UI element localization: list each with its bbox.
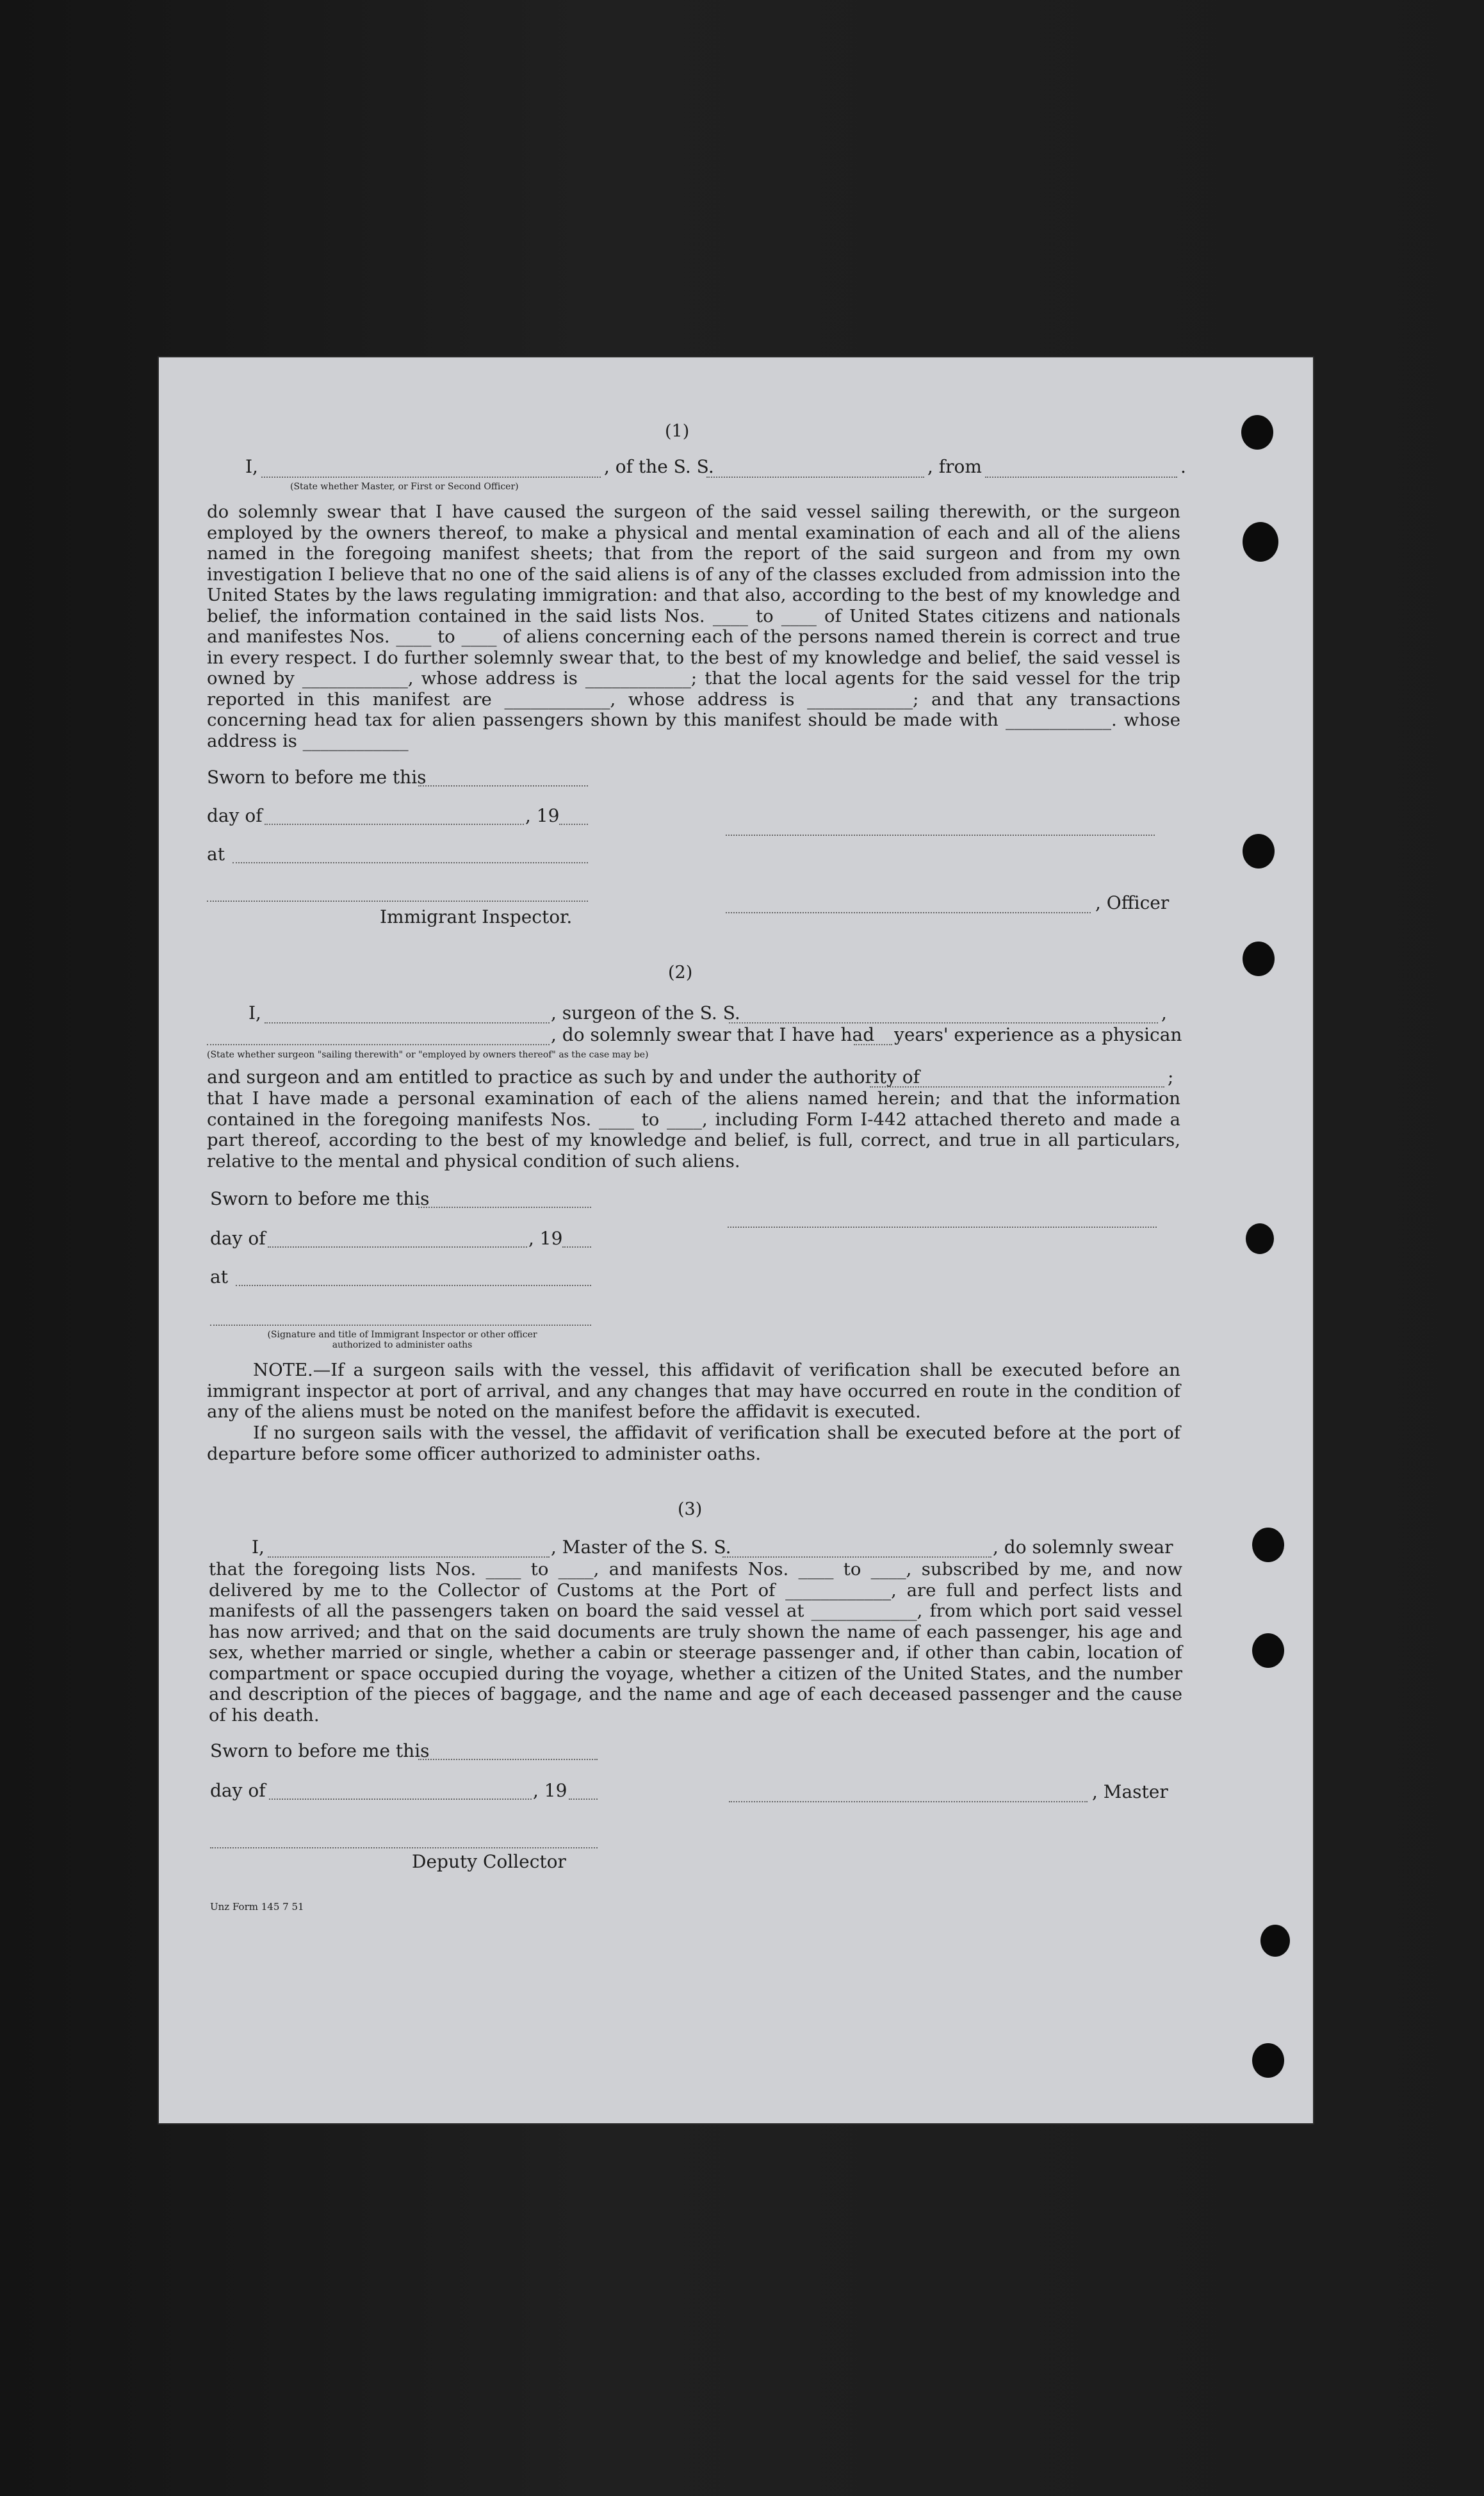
s3-body: that the foregoing lists Nos. ____ to ____, and manifests Nos. ____ to ____, subscribed by me, and now delivered by me to the Collector of Customs at the Port of ____________, are full and perfect lists and manifests of all the passengers taken on board the said vessel at ____________, from which port said vessel has now arrived; and that on the said documents are truly shown the name of each passenger, his age and sex, whether married or single, whether a cabin or steerage passenger and, if other than cabin, location of compartment or space occupied during the voyage, whether a citizen of the United States, and the number and description of the pieces of baggage, and the name and age of each deceased passenger and the cause of his death. [209, 1559, 1182, 1725]
master-field[interactable] [268, 1556, 550, 1558]
s3-day-field[interactable] [269, 1799, 532, 1800]
s1-signature-line[interactable] [726, 835, 1155, 836]
s2-year-field[interactable] [562, 1246, 591, 1248]
s2-inspector-caption: (Signature and title of Immigrant Inspector or other officer authorized to administer oaths [267, 1330, 537, 1350]
s3-year: , 19 [533, 1780, 567, 1801]
s1-year-field[interactable] [559, 824, 588, 825]
s1-sworn-field[interactable] [418, 785, 588, 787]
s1-sworn: Sworn to before me this [207, 767, 427, 788]
s1-at-field[interactable] [232, 862, 588, 863]
s2-i: I, [249, 1002, 261, 1024]
section-3-number: (3) [678, 1499, 703, 1519]
s2-vessel-field[interactable] [729, 1022, 1158, 1024]
s3-master-label: , Master [1092, 1781, 1168, 1802]
s3-collector-line[interactable] [210, 1847, 598, 1848]
surgeon-field[interactable] [265, 1022, 550, 1024]
binder-hole [1243, 522, 1278, 562]
s2-inspector-line[interactable] [210, 1325, 591, 1326]
s3-swear: , do solemnly swear [993, 1537, 1173, 1558]
s1-day-of: day of [207, 805, 263, 826]
binder-hole [1243, 834, 1275, 869]
years-field[interactable] [854, 1044, 892, 1045]
s1-inspector-label: Immigrant Inspector. [380, 906, 573, 927]
vessel-name-field[interactable] [706, 477, 924, 478]
s2-sworn-field[interactable] [418, 1207, 591, 1208]
surgeon-capacity-field[interactable] [207, 1044, 550, 1045]
s2-authority: and surgeon and am entitled to practice as such by and under the authority of [207, 1066, 920, 1088]
s2-note2: If no surgeon sails with the vessel, the affidavit of verification shall be executed before at the port of departure before some officer authorized to administer oaths. [207, 1423, 1180, 1464]
binder-hole [1241, 415, 1273, 450]
officer-field[interactable] [261, 477, 601, 478]
s1-officer-line[interactable] [726, 912, 1091, 913]
from-port-field[interactable] [985, 477, 1177, 478]
section-2-number: (2) [668, 963, 693, 983]
s2-at: at [210, 1266, 228, 1287]
s2-years: years' experience as a physican [894, 1024, 1182, 1045]
s3-i: I, [252, 1537, 265, 1558]
s2-body: that I have made a personal examination of each of the aliens named herein; and that the information contained in the foregoing manifests Nos. ____ to ____, including Form I-442 attached thereto and made a part thereof, according to the best of my knowledge and belief, is full, correct, and true in all particulars, relative to the mental and physical condition of such aliens. [207, 1088, 1180, 1171]
s2-year: , 19 [528, 1228, 563, 1249]
binder-hole [1260, 1925, 1290, 1957]
s2-surgeon-ss: , surgeon of the S. S. [551, 1002, 740, 1024]
form-number: Unz Form 145 7 51 [210, 1901, 304, 1913]
s2-sworn: Sworn to before me this [210, 1188, 430, 1209]
s3-sworn-field[interactable] [418, 1759, 598, 1760]
binder-hole [1252, 1633, 1284, 1668]
s3-day-of: day of [210, 1780, 266, 1801]
binder-hole [1252, 1528, 1284, 1562]
s3-collector-label: Deputy Collector [412, 1851, 566, 1872]
s2-day-field[interactable] [268, 1246, 527, 1248]
s2-swear: , do solemnly swear that I have had [551, 1024, 875, 1045]
s2-at-field[interactable] [236, 1285, 591, 1286]
officer-caption: (State whether Master, or First or Second Officer) [290, 482, 519, 492]
surgeon-caption: (State whether surgeon "sailing therewith" or "employed by owners thereof" as the case may be) [207, 1050, 649, 1060]
s3-master-ss: , Master of the S. S. [551, 1537, 731, 1558]
s3-vessel-field[interactable] [722, 1556, 991, 1558]
s2-semicolon: ; [1168, 1066, 1174, 1088]
s3-sworn: Sworn to before me this [210, 1740, 430, 1761]
s1-officer-label: , Officer [1095, 892, 1170, 913]
s1-at: at [207, 844, 225, 865]
s1-body: do solemnly swear that I have caused the surgeon of the said vessel sailing therewith, or the surgeon employed by the owners thereof, to make a physical and mental examination of each and all of the aliens named in the foregoing manifest sheets; that from the report of the said surgeon and from my own investigation I believe that no one of the said aliens is of any of the classes excluded from admission into the United States by the laws regulating immigration: and that also, according to the best of my knowledge and belief, the information contained in the said lists Nos. ____ to ____ of United States citizens and nationals and manifestes Nos. ____ to ____ of aliens concerning each of the persons named therein is correct and true in every respect. I do further solemnly swear that, to the best of my knowledge and belief, the said vessel is owned by ____________, whose address is ____________; that the local agents for the said vessel for the trip reported in this manifest are ____________, whose address is ____________; and that any transactions concerning head tax for alien passengers shown by this manifest should be made with ____________. whose address is ____________ [207, 502, 1180, 751]
s3-year-field[interactable] [569, 1799, 598, 1800]
s2-note: NOTE.—If a surgeon sails with the vessel, this affidavit of verification shall be executed before an immigrant inspector at port of arrival, and any changes that may have occurred en route in the condition of any of the aliens must be noted on the manifest before the affidavit is executed. [207, 1360, 1180, 1422]
binder-hole [1252, 2043, 1284, 2078]
s2-signature-line[interactable] [728, 1227, 1157, 1228]
s1-year: , 19 [525, 805, 560, 826]
s1-i: I, [245, 456, 258, 477]
form-page [159, 357, 1313, 2123]
binder-hole [1243, 942, 1275, 976]
binder-hole [1246, 1223, 1274, 1254]
authority-field[interactable] [870, 1086, 1164, 1088]
s1-from: , from [927, 456, 982, 477]
s1-inspector-line[interactable] [207, 901, 588, 902]
s2-comma: , [1161, 1002, 1167, 1024]
s1-day-field[interactable] [265, 824, 524, 825]
s1-of-ss: , of the S. S. [604, 456, 714, 477]
section-1-number: (1) [665, 421, 690, 441]
s1-period: . [1180, 456, 1186, 477]
s3-master-line[interactable] [729, 1801, 1088, 1802]
s2-day-of: day of [210, 1228, 266, 1249]
